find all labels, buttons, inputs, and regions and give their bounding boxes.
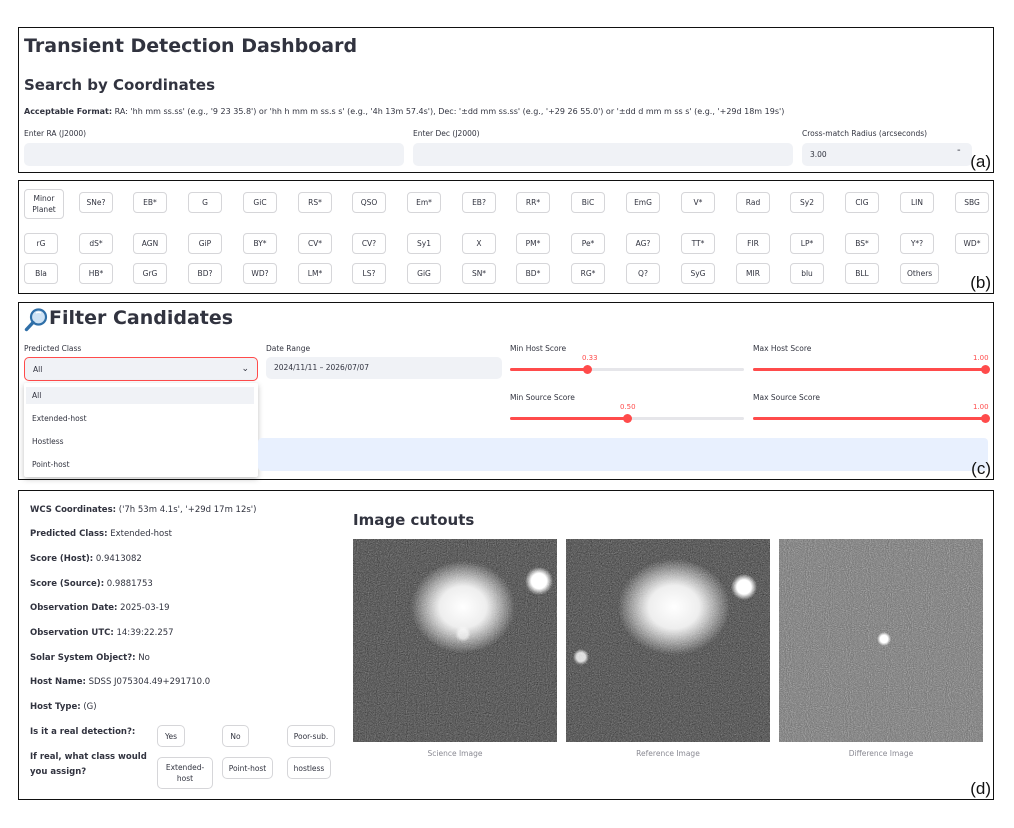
- dec-label: Enter Dec (J2000): [413, 129, 480, 138]
- class-chip[interactable]: EB*: [133, 192, 167, 213]
- predicted-class-selected: All: [33, 365, 43, 374]
- score-source-label: Score (Source):: [30, 579, 105, 589]
- format-help: [24, 107, 784, 116]
- class-chip[interactable]: WD*: [955, 233, 989, 254]
- search-section-title: Search by Coordinates: [24, 76, 215, 94]
- host-name-label: Host Name:: [30, 677, 86, 687]
- predicted-class-label: Predicted Class: [24, 344, 82, 353]
- min-host-fill: [510, 368, 587, 371]
- class-chip[interactable]: BLL: [845, 263, 879, 284]
- real-detection-question: [30, 727, 135, 737]
- class-chip[interactable]: BiC: [571, 192, 605, 213]
- max-source-slider[interactable]: [753, 417, 985, 420]
- class-chip[interactable]: EmG: [626, 192, 660, 213]
- class-chip[interactable]: blu: [790, 263, 824, 284]
- panel-tag-c: (c): [971, 459, 991, 478]
- score-host-label: Score (Host):: [30, 554, 94, 564]
- panel-filter-candidates: [18, 302, 994, 480]
- panel-tag-d: (d): [970, 779, 991, 798]
- image-cutouts-title: Image cutouts: [353, 511, 475, 529]
- option-all[interactable]: All: [26, 387, 254, 404]
- class-chip[interactable]: RG*: [571, 263, 605, 284]
- class-chip[interactable]: BS*: [845, 233, 879, 254]
- host-type: [30, 702, 97, 712]
- class-chip[interactable]: LIN: [900, 192, 934, 213]
- class-chip[interactable]: GrG: [133, 263, 167, 284]
- pred-label: Predicted Class:: [30, 529, 108, 539]
- class-chip[interactable]: Y*?: [900, 233, 934, 254]
- class-chip[interactable]: Others: [900, 263, 939, 284]
- class-chip[interactable]: X: [462, 233, 496, 254]
- wcs-label: WCS Coordinates:: [30, 505, 117, 515]
- class-chip[interactable]: LP*: [790, 233, 824, 254]
- format-help-label: Acceptable Format:: [24, 107, 113, 116]
- min-source-value: 0.50: [620, 403, 636, 411]
- science-image: [353, 539, 557, 742]
- class-chip[interactable]: Em*: [407, 192, 441, 213]
- obs-date-value: 2025-03-19: [120, 603, 170, 613]
- observation-utc: [30, 628, 174, 638]
- panel-candidate-details: [18, 490, 994, 800]
- class-chip[interactable]: ClG: [845, 192, 879, 213]
- class-chip[interactable]: Sy2: [790, 192, 824, 213]
- class-chip[interactable]: AG?: [626, 233, 660, 254]
- min-source-fill: [510, 417, 627, 420]
- max-host-thumb[interactable]: [981, 365, 990, 374]
- class-chip[interactable]: WD?: [243, 263, 277, 284]
- host-name-value: SDSS J075304.49+291710.0: [88, 677, 211, 687]
- point-host-button[interactable]: Point-host: [222, 757, 273, 779]
- class-chip[interactable]: dS*: [79, 233, 113, 254]
- class-chip[interactable]: CV*: [298, 233, 332, 254]
- panel-tag-a: (a): [970, 152, 991, 171]
- class-chip[interactable]: SBG: [955, 192, 989, 213]
- ra-input[interactable]: [24, 143, 404, 166]
- class-chip[interactable]: G: [188, 192, 222, 213]
- ra-label: Enter RA (J2000): [24, 129, 87, 138]
- class-chip[interactable]: PM*: [516, 233, 550, 254]
- class-chip[interactable]: GiG: [407, 263, 441, 284]
- max-host-label: Max Host Score: [753, 344, 812, 353]
- panel-tag-b: (b): [970, 273, 991, 292]
- assign-class-question: [30, 750, 150, 780]
- class-chip[interactable]: Q?: [626, 263, 660, 284]
- format-help-text: RA: 'hh mm ss.ss' (e.g., '9 23 35.8') or 'hh h mm m ss.s s' (e.g., '4h 13m 57.4s'), Dec: '±dd mm ss.ss' (e.g., '+29 26 55.0') or '±dd d mm m ss s' (e.g., '+29d 18m 19s'): [114, 107, 785, 116]
- predicted-class: [30, 529, 172, 539]
- obs-date-label: Observation Date:: [30, 603, 118, 613]
- option-hostless[interactable]: Hostless: [32, 437, 64, 446]
- class-chip[interactable]: EB?: [462, 192, 496, 213]
- class-chip[interactable]: BD?: [188, 263, 222, 284]
- class-chip[interactable]: SNe?: [79, 192, 113, 213]
- dashboard-title: Transient Detection Dashboard: [24, 35, 358, 57]
- max-host-fill: [753, 368, 985, 371]
- score-host: [30, 554, 142, 564]
- assign-class-label: If real, what class would you assign?: [30, 752, 147, 777]
- max-source-thumb[interactable]: [981, 414, 990, 423]
- max-host-value: 1.00: [973, 354, 989, 362]
- class-chip[interactable]: HB*: [79, 263, 113, 284]
- min-source-thumb[interactable]: [623, 414, 632, 423]
- host-name: [30, 677, 210, 687]
- class-chip[interactable]: BD*: [516, 263, 550, 284]
- pred-value: Extended-host: [110, 529, 173, 539]
- no-button[interactable]: No: [222, 725, 249, 747]
- class-chip[interactable]: FIR: [736, 233, 770, 254]
- date-range-label: Date Range: [266, 344, 311, 353]
- solar-system-object: [30, 653, 150, 663]
- obs-utc-label: Observation UTC:: [30, 628, 114, 638]
- wcs-coordinates: [30, 505, 256, 515]
- class-chip[interactable]: Pe*: [571, 233, 605, 254]
- min-host-thumb[interactable]: [583, 365, 592, 374]
- panel-search-by-coordinates: [18, 27, 994, 173]
- class-chip[interactable]: LS?: [352, 263, 386, 284]
- wcs-value: ('7h 53m 4.1s', '+29d 17m 12s'): [118, 505, 257, 515]
- class-chip[interactable]: GiC: [243, 192, 277, 213]
- difference-image: [779, 539, 983, 742]
- host-type-value: (G): [83, 702, 97, 712]
- class-chip[interactable]: Minor Planet: [24, 189, 64, 219]
- extended-host-button[interactable]: Extended-host: [157, 757, 213, 789]
- class-chip[interactable]: Bla: [24, 263, 58, 284]
- class-chip[interactable]: Sy1: [407, 233, 441, 254]
- score-source-value: 0.9881753: [106, 579, 153, 589]
- class-chip[interactable]: RR*: [516, 192, 550, 213]
- poor-sub-button[interactable]: Poor-sub.: [287, 725, 335, 747]
- solar-label: Solar System Object?:: [30, 653, 136, 663]
- class-chip[interactable]: RS*: [298, 192, 332, 213]
- date-range-input[interactable]: 2024/11/11 – 2026/07/07: [266, 357, 502, 379]
- class-chip[interactable]: V*: [681, 192, 715, 213]
- solar-value: No: [138, 653, 150, 663]
- dec-input[interactable]: [413, 143, 793, 166]
- filter-title: Filter Candidates: [49, 307, 234, 329]
- max-source-fill: [753, 417, 985, 420]
- min-host-slider[interactable]: [510, 368, 744, 371]
- class-chip[interactable]: GiP: [188, 233, 222, 254]
- option-point-host[interactable]: Point-host: [32, 460, 70, 469]
- min-source-slider[interactable]: [510, 417, 744, 420]
- class-chip[interactable]: MIR: [736, 263, 770, 284]
- min-host-value: 0.33: [582, 354, 598, 362]
- class-chip[interactable]: AGN: [133, 233, 167, 254]
- hostless-button[interactable]: hostless: [287, 757, 331, 779]
- real-detection-label: Is it a real detection?:: [30, 727, 136, 737]
- observation-date: [30, 603, 170, 613]
- science-caption: Science Image: [427, 749, 483, 758]
- panel-class-chips: [18, 180, 994, 294]
- radius-input[interactable]: 3.00: [802, 143, 972, 166]
- reference-image: [566, 539, 770, 742]
- class-chip[interactable]: BY*: [243, 233, 277, 254]
- min-source-label: Min Source Score: [510, 393, 575, 402]
- predicted-class-dropdown: [24, 383, 258, 477]
- class-chip[interactable]: rG: [24, 233, 58, 254]
- host-type-label: Host Type:: [30, 702, 81, 712]
- score-host-value: 0.9413082: [95, 554, 142, 564]
- max-source-value: 1.00: [973, 403, 989, 411]
- predicted-class-select[interactable]: [24, 357, 258, 381]
- option-extended-host[interactable]: Extended-host: [32, 414, 87, 423]
- max-host-slider[interactable]: [753, 368, 985, 371]
- info-bar: [258, 438, 988, 471]
- class-chip[interactable]: QSO: [352, 192, 386, 213]
- min-host-label: Min Host Score: [510, 344, 567, 353]
- radius-decrement-button[interactable]: -: [957, 145, 961, 156]
- radius-label: Cross-match Radius (arcseconds): [802, 129, 928, 138]
- score-source: [30, 579, 153, 589]
- reference-caption: Reference Image: [636, 749, 700, 758]
- class-chip[interactable]: SyG: [681, 263, 715, 284]
- yes-button[interactable]: Yes: [157, 725, 185, 747]
- chevron-down-icon: ⌄: [241, 364, 249, 374]
- max-source-label: Max Source Score: [753, 393, 821, 402]
- class-chip[interactable]: LM*: [298, 263, 332, 284]
- magnifier-icon: [23, 307, 49, 333]
- difference-caption: Difference Image: [848, 749, 914, 758]
- class-chip[interactable]: SN*: [462, 263, 496, 284]
- class-chip[interactable]: Rad: [736, 192, 770, 213]
- class-chip[interactable]: CV?: [352, 233, 386, 254]
- obs-utc-value: 14:39:22.257: [116, 628, 174, 638]
- class-chip[interactable]: TT*: [681, 233, 715, 254]
